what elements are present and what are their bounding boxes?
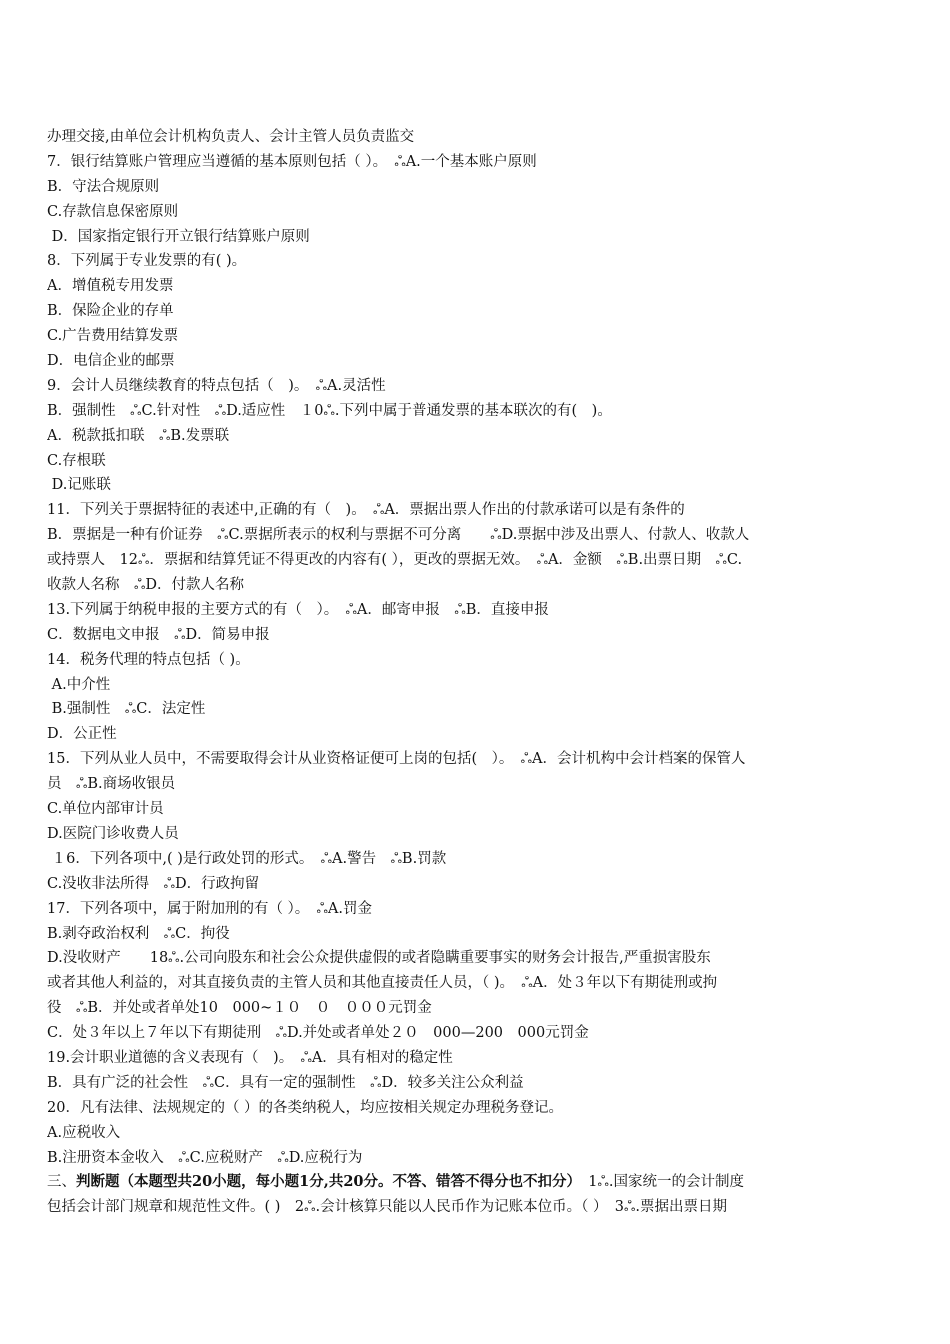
text-line: C．数据电文申报 ஃD．简易申报: [47, 626, 270, 643]
text-line: 7．银行结算账户管理应当遵循的基本原则包括（ ）。 ஃA.一个基本账户原则: [47, 153, 537, 170]
text-line: B.强制性 ஃC．法定性: [47, 701, 206, 718]
text-line: 或持票人 12ஃ．票据和结算凭证不得更改的内容有( ），更改的票据无效。 ஃA．金额 ஃB.出票日期 ஃC.: [47, 552, 743, 569]
text-line: 员 ஃB.商场收银员: [47, 776, 176, 793]
text-line: B．具有广泛的社会性 ஃC．具有一定的强制性 ஃD．较多关注公众利益: [47, 1074, 524, 1091]
text-line: C．处３年以上７年以下有期徒刑 ஃD.并处或者单处２０ 000—200 000元罚金: [47, 1025, 589, 1042]
text-line: B．保险企业的存单: [47, 303, 174, 320]
text-line: 20．凡有法律、法规规定的（ ）的各类纳税人，均应按相关规定办理税务登记。: [47, 1099, 564, 1116]
text-line: 或者其他人利益的，对其直接负责的主管人员和其他直接责任人员，（ )。 ஃA．处３年以下有期徒刑或拘: [47, 975, 718, 992]
text-line: C.没收非法所得 ஃD．行政拘留: [47, 875, 260, 892]
text-line: 役 ஃB．并处或者单处10 000~１０ ０ ０００元罚金: [47, 1000, 432, 1017]
text-line: A.中介性: [47, 676, 111, 693]
section-3-heading: [47, 1170, 867, 1195]
text-line: D.记账联: [47, 477, 111, 494]
text-line: B.剥夺政治权利 ஃC．拘役: [47, 925, 230, 942]
text-line: B．强制性 ஃC.针对性 ஃD.适应性 １0ஃ.下列中属于普通发票的基本联次的有( )。: [47, 402, 612, 419]
text-line: 收款人名称 ஃD．付款人名称: [47, 577, 244, 594]
text-line: 15．下列从业人员中，不需要取得会计从业资格证便可上岗的包括( ）。 ஃA．会计机构中会计档案的保管人: [47, 751, 746, 768]
text-line: 9．会计人员继续教育的特点包括（ )。 ஃA.灵活性: [47, 377, 386, 394]
text-line: C.广告费用结算发票: [47, 328, 179, 345]
text-line: C.存款信息保密原则: [47, 203, 179, 220]
section-3-title: 判断题（本题型共20小题，每小题1分,共20分。不答、错答不得分也不扣分）: [76, 1173, 574, 1191]
section-3-tail: 1ஃ.国家统一的会计制度: [573, 1174, 744, 1191]
text-line: 14．税务代理的特点包括（ )。: [47, 651, 250, 668]
text-line: A.应税收入: [47, 1124, 121, 1141]
text-line: D.没收财产 18ஃ.公司向股东和社会公众提供虚假的或者隐瞒重要事实的财务会计报告,严重损害股东: [47, 950, 711, 967]
text-line: D．电信企业的邮票: [47, 353, 175, 370]
last-line: 包括会计部门规章和规范性文件。( ) 2ஃ.会计核算只能以人民币作为记账本位币。（ ） 3ஃ.票据出票日期: [47, 1199, 727, 1216]
text-line: C.单位内部审计员: [47, 801, 164, 818]
document-page: [47, 125, 867, 1220]
text-line: 8．下列属于专业发票的有( )。: [47, 253, 247, 270]
section-3-prefix: 三、: [47, 1174, 76, 1191]
text-line: C.存根联: [47, 452, 106, 469]
text-line: A．税款抵扣联 ஃB.发票联: [47, 427, 230, 444]
text-line: 17．下列各项中，属于附加刑的有（ ）。 ஃA.罚金: [47, 900, 373, 917]
text-line: B.注册资本金收入 ஃC.应税财产 ஃD.应税行为: [47, 1149, 363, 1166]
text-line: A．增值税专用发票: [47, 278, 174, 295]
question-lines: [47, 125, 867, 1170]
text-line: １6．下列各项中,( )是行政处罚的形式。 ஃA.警告 ஃB.罚款: [47, 850, 447, 867]
text-line: D．公正性: [47, 726, 117, 743]
text-line: D.医院门诊收费人员: [47, 825, 179, 842]
text-line: 11．下列关于票据特征的表述中,正确的有（ )。 ஃA．票据出票人作出的付款承诺可以是有条件的: [47, 502, 685, 519]
text-line: D．国家指定银行开立银行结算账户原则: [47, 228, 310, 245]
text-line: 13.下列属于纳税申报的主要方式的有（ ）。 ஃA．邮寄申报 ஃB．直接申报: [47, 601, 549, 618]
text-line: B．票据是一种有价证券 ஃC.票据所表示的权利与票据不可分离 ஃD.票据中涉及出票人、付款人、收款人: [47, 527, 750, 544]
text-line: 19.会计职业道德的含义表现有（ )。 ஃA．具有相对的稳定性: [47, 1049, 453, 1066]
text-line: 办理交接,由单位会计机构负责人、会计主管人员负责监交: [47, 129, 415, 145]
text-line: B．守法合规原则: [47, 178, 160, 195]
